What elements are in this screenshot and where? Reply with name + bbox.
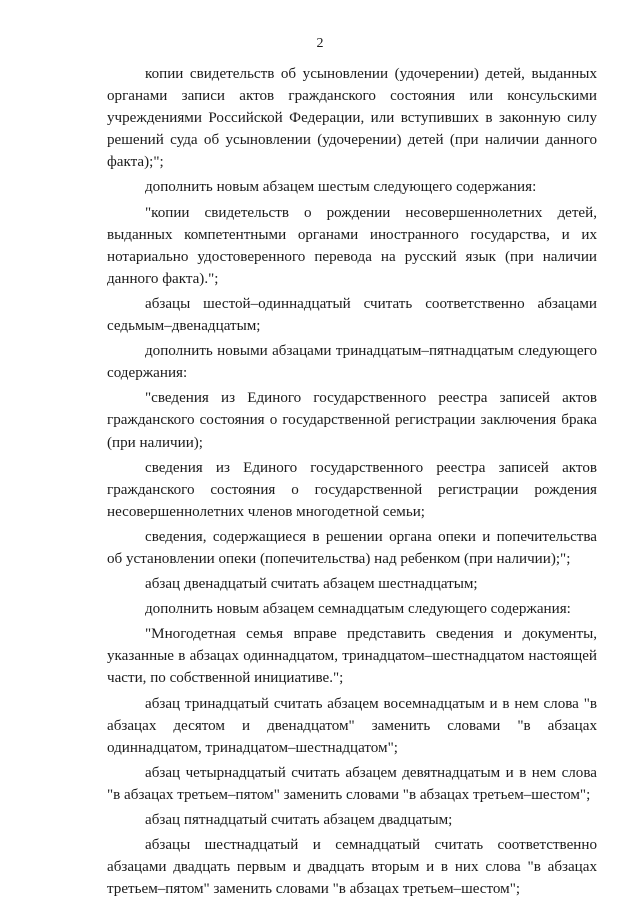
paragraph-2: дополнить новым абзацем шестым следующего содержания: [145,179,537,196]
paragraph-3: "копии свидетельств о рождении несовершеннолетних детей, выданных компетентными органами иностранного государства, и их нотариально удостоверенного перевода на русский язык (при наличии данного факта)."; [107,204,597,287]
paragraph-10: дополнить новым абзацем семнадцатым следующего содержания: [145,601,571,618]
paragraph-12: абзац тринадцатый считать абзацем восемнадцатым и в нем слова "в абзацах десятом и двенадцатом" заменить словами "в абзацах одиннадцатом, тринадцатом–шестнадцатом"; [107,695,597,756]
paragraph-14: абзац пятнадцатый считать абзацем двадцатым; [145,812,453,828]
paragraph-15: абзацы шестнадцатый и семнадцатый считать соответственно абзацами двадцать первым и двадцать вторым и в них слова "в абзацах третьем–пятом" заменить словами "в абзацах третьем–шестом"; [107,837,597,898]
paragraph-11: "Многодетная семья вправе представить сведения и документы, указанные в абзацах одиннадцатом, тринадцатом–шестнадцатом настоящей части, по собственной инициативе."; [107,626,597,687]
document-body [107,63,597,903]
paragraph-8: сведения, содержащиеся в решении органа опеки и попечительства об установлении опеки (попечительства) над ребенком (при наличии);"; [107,528,597,567]
paragraph-9: абзац двенадцатый считать абзацем шестнадцатым; [145,576,478,593]
paragraph-4: абзацы шестой–одиннадцатый считать соответственно абзацами седьмым–двенадцатым; [107,295,597,335]
paragraph-13: абзац четырнадцатый считать абзацем девятнадцатым и в нем слова "в абзацах третьем–пятом" заменить словами "в абзацах третьем–шестом"; [107,764,597,803]
paragraph-7: сведения из Единого государственного реестра записей актов гражданского состояния о государственной регистрации рождения несовершеннолетних членов многодетной семьи; [107,459,597,520]
paragraph-1: копии свидетельств об усыновлении (удочерении) детей, выданных органами записи актов гражданского состояния или консульскими учреждениями Российской Федерации, или вступивших в законную силу решений суда об усыновлении (удочерении) детей (при наличии данного факта);"; [107,66,597,171]
paragraph-6: "сведения из Единого государственного реестра записей актов гражданского состояния о государственной регистрации заключения брака (при наличии); [107,390,597,451]
page-number: 2 [316,36,324,51]
paragraph-5: дополнить новыми абзацами тринадцатым–пятнадцатым следующего содержания: [107,343,597,382]
